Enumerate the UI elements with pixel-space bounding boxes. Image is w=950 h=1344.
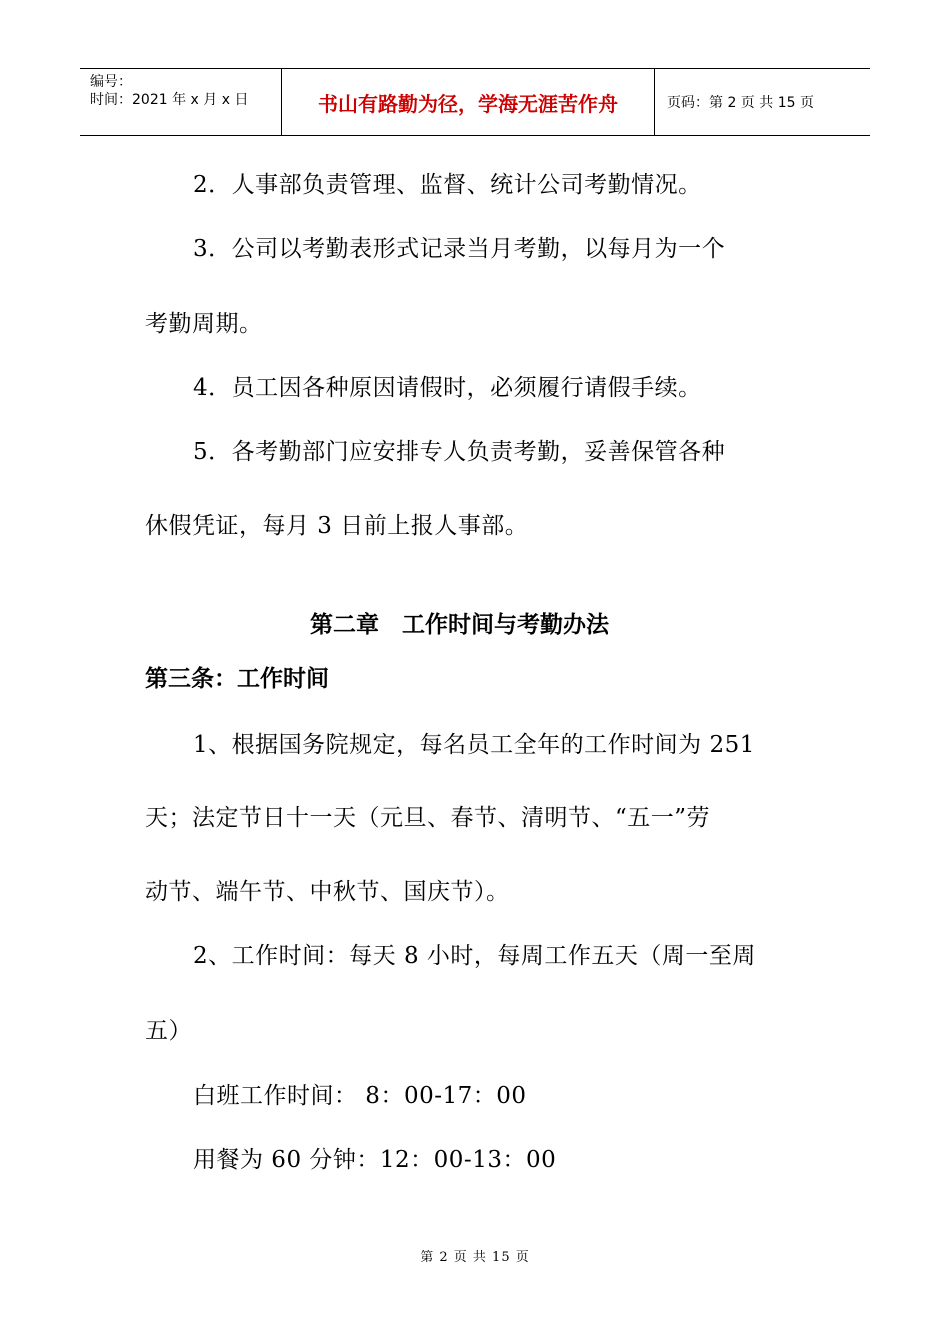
paragraph-item-3-line-1: 3．公司以考勤表形式记录当月考勤，以每月为一个	[193, 236, 726, 262]
meal-time: 用餐为 60 分钟：12：00-13：00	[193, 1147, 557, 1173]
header-date-label: 时间：2021 年 x 月 x 日	[90, 92, 249, 108]
article-title: 第三条：工作时间	[145, 666, 329, 692]
paragraph-worktime-2-line-2: 五）	[145, 1018, 192, 1044]
paragraph-worktime-1-line-3: 动节、端午节、中秋节、国庆节）。	[145, 879, 510, 905]
paragraph-worktime-1-line-1: 1、根据国务院规定，每名员工全年的工作时间为 251	[193, 732, 755, 758]
paragraph-item-4: 4．员工因各种原因请假时，必须履行请假手续。	[193, 375, 702, 401]
paragraph-item-2: 2．人事部负责管理、监督、统计公司考勤情况。	[193, 172, 702, 198]
paragraph-item-5-line-1: 5．各考勤部门应安排专人负责考勤，妥善保管各种	[193, 439, 726, 465]
document-header	[80, 68, 870, 136]
chapter-title: 第二章 工作时间与考勤办法	[310, 612, 609, 638]
header-page-label: 页码：第 2 页 共 15 页	[667, 95, 814, 111]
paragraph-worktime-2-line-1: 2、工作时间：每天 8 小时，每周工作五天（周一至周	[193, 943, 756, 969]
day-shift-hours: 白班工作时间： 8：00-17：00	[193, 1083, 527, 1109]
paragraph-item-5-line-2: 休假凭证，每月 3 日前上报人事部。	[145, 513, 529, 539]
header-motto: 书山有路勤为径，学海无涯苦作舟	[282, 69, 655, 135]
header-info-cell	[80, 69, 282, 135]
paragraph-item-3-line-2: 考勤周期。	[145, 311, 263, 337]
header-number-label: 编号：	[90, 74, 132, 90]
page-footer: 第 2 页 共 15 页	[420, 1250, 530, 1265]
paragraph-worktime-1-line-2: 天；法定节日十一天（元旦、春节、清明节、“五一”劳	[145, 805, 711, 831]
